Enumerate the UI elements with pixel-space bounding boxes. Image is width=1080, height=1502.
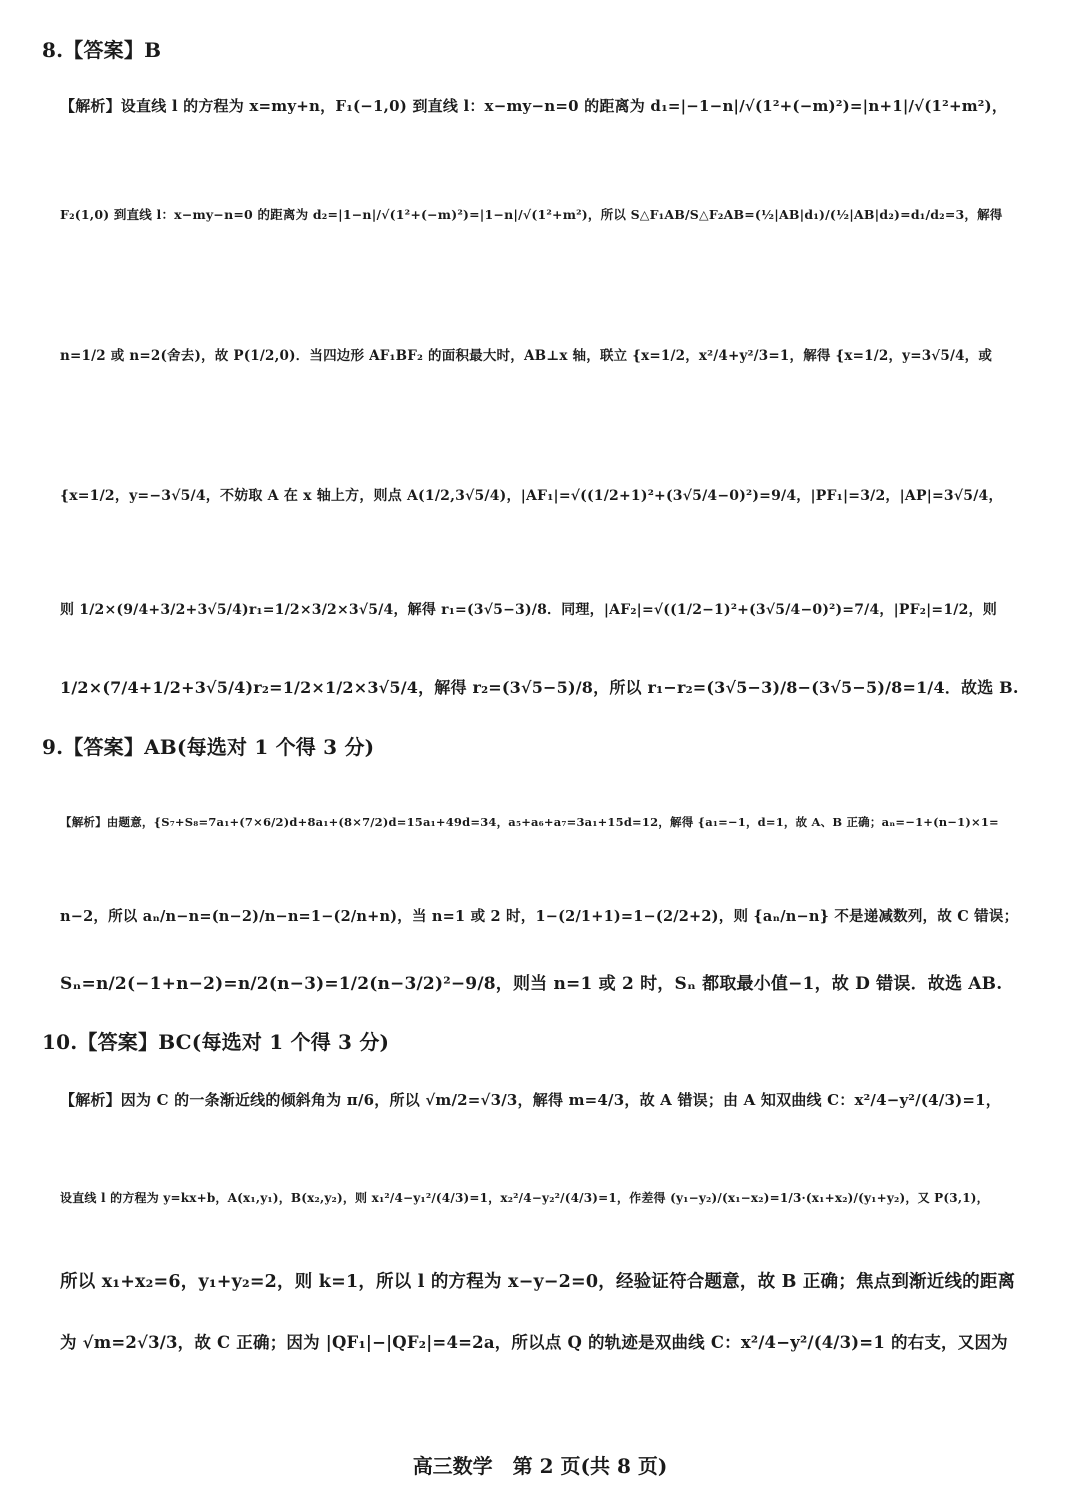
q10-solution-line-2: 设直线 l 的方程为 y=kx+b，A(x₁,y₁)，B(x₂,y₂)，则 x₁²/4−y₁²/(4/3)=1，x₂²/4−y₂²/(4/3)=1，作差得 (y₁−y₂)/(x₁−x₂)=1/3·(x₁+x₂)/(y₁+y₂)，又 P(3,1)， [60,1191,989,1205]
q10-solution-line-3: 所以 x₁+x₂=6，y₁+y₂=2，则 k=1，所以 l 的方程为 x−y−2=0，经验证符合题意，故 B 正确；焦点到渐近线的距离 [60,1272,1016,1292]
page-footer: 高三数学 第 2 页(共 8 页) [412,1454,668,1478]
q8-solution-line-2: F₂(1,0) 到直线 l：x−my−n=0 的距离为 d₂=|1−n|/√(1²+(−m)²)=|1−n|/√(1²+m²)，所以 S△F₁AB/S△F₂AB=(½|AB|d₁)/(½|AB|d₂)=d₁/d₂=3，解得 [60,207,1003,222]
q8-solution-line-1: 【解析】设直线 l 的方程为 x=my+n，F₁(−1,0) 到直线 l：x−my−n=0 的距离为 d₁=|−1−n|/√(1²+(−m)²)=|n+1|/√(1²+m²)， [60,97,1008,115]
q9-solution-line-1: 【解析】由题意，{S₇+S₈=7a₁+(7×6/2)d+8a₁+(8×7/2)d=15a₁+49d=34，a₅+a₆+a₇=3a₁+15d=12，解得 {a₁=−1，d=1，故 A、B 正确；aₙ=−1+(n−1)×1= [60,815,999,829]
q10-solution-line-1: 【解析】因为 C 的一条渐近线的倾斜角为 π/6，所以 √m/2=√3/3，解得 m=4/3，故 A 错误；由 A 知双曲线 C：x²/4−y²/(4/3)=1， [60,1091,1002,1109]
q9-answer-heading: 9.【答案】AB(每选对 1 个得 3 分) [42,735,375,759]
q8-solution-line-3: n=1/2 或 n=2(舍去)，故 P(1/2,0)．当四边形 AF₁BF₂ 的面积最大时，AB⊥x 轴，联立 {x=1/2，x²/4+y²/3=1，解得 {x=1/2，y=3√5/4，或 [60,348,993,364]
q8-answer-heading: 8.【答案】B [42,38,162,62]
q8-solution-line-6: 1/2×(7/4+1/2+3√5/4)r₂=1/2×1/2×3√5/4，解得 r₂=(3√5−5)/8，所以 r₁−r₂=(3√5−3)/8−(3√5−5)/8=1/4．故选 B. [60,678,1019,697]
q8-solution-line-4: {x=1/2，y=−3√5/4，不妨取 A 在 x 轴上方，则点 A(1/2,3√5/4)，|AF₁|=√((1/2+1)²+(3√5/4−0)²)=9/4，|PF₁|=3/2，|AP|=3√5/4， [60,488,1003,504]
q9-solution-line-3: Sₙ=n/2(−1+n−2)=n/2(n−3)=1/2(n−3/2)²−9/8，则当 n=1 或 2 时，Sₙ 都取最小值−1，故 D 错误．故选 AB. [60,974,1003,994]
q8-solution-line-5: 则 1/2×(9/4+3/2+3√5/4)r₁=1/2×3/2×3√5/4，解得 r₁=(3√5−3)/8．同理，|AF₂|=√((1/2−1)²+(3√5/4−0)²)=7/4，|PF₂|=1/2，则 [60,602,997,618]
q10-solution-line-4: 为 √m=2√3/3，故 C 正确；因为 |QF₁|−|QF₂|=4=2a，所以点 Q 的轨迹是双曲线 C：x²/4−y²/(4/3)=1 的右支，又因为 [60,1333,1008,1352]
q9-solution-line-2: n−2，所以 aₙ/n−n=(n−2)/n−n=1−(2/n+n)，当 n=1 或 2 时，1−(2/1+1)=1−(2/2+2)，则 {aₙ/n−n} 不是递减数列，故 C 错误； [60,908,1019,925]
q10-answer-heading: 10.【答案】BC(每选对 1 个得 3 分) [42,1030,390,1054]
